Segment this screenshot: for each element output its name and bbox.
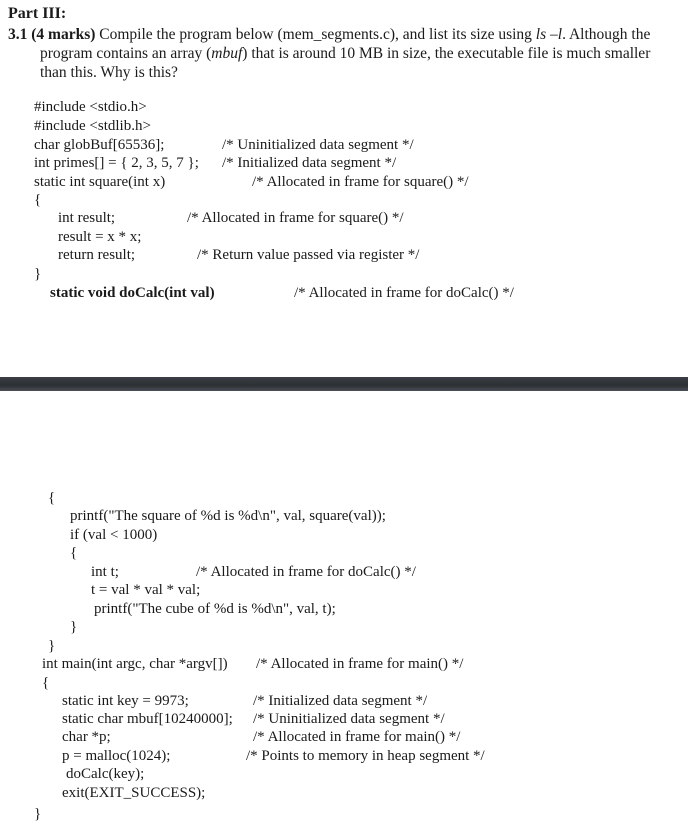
code-line-int-result: int result; xyxy=(58,210,116,226)
question-number: 3.1 xyxy=(8,26,28,43)
code-line-close-brace: } xyxy=(34,266,42,282)
question-text-part2: . Although the program contains an array ( xyxy=(40,26,651,62)
question-text-part1: Compile the program below (mem_segments.c), and list its size using xyxy=(95,26,536,43)
code-line-result-assign: result = x * x; xyxy=(58,229,142,245)
code-line-printf-square: printf("The square of %d is %d\n", val, square(val)); xyxy=(70,508,386,524)
code-line-main-signature: int main(int argc, char *argv[]) xyxy=(42,656,228,672)
question-text xyxy=(8,25,658,82)
code-comment-return: /* Return value passed via register */ xyxy=(197,247,420,263)
code-line-return-result: return result; xyxy=(58,247,136,263)
code-line-inner-open-brace: { xyxy=(70,545,78,561)
part-heading: Part III: xyxy=(8,5,67,22)
ls-command: ls –l xyxy=(535,26,563,43)
code-line-p-malloc: p = malloc(1024); xyxy=(62,748,171,764)
code-line-globbuf: char globBuf[65536]; xyxy=(34,137,165,153)
code-line-exit-call: exit(EXIT_SUCCESS); xyxy=(62,785,206,801)
code-comment-globbuf: /* Uninitialized data segment */ xyxy=(222,137,414,153)
code-line-if-val: if (val < 1000) xyxy=(70,527,158,543)
code-comment-static-mbuf: /* Uninitialized data segment */ xyxy=(253,711,445,727)
code-line-open-brace: { xyxy=(34,192,42,208)
code-comment-docalc-signature: /* Allocated in frame for doCalc() */ xyxy=(294,285,514,301)
code-line-main-open-brace: { xyxy=(42,675,50,691)
code-line-docalc-close-brace: } xyxy=(48,638,56,654)
code-comment-char-p: /* Allocated in frame for main() */ xyxy=(253,729,461,745)
code-line-t-assign: t = val * val * val; xyxy=(91,582,201,598)
code-comment-main-signature: /* Allocated in frame for main() */ xyxy=(256,656,464,672)
code-line-int-t: int t; xyxy=(91,564,119,580)
code-comment-int-result: /* Allocated in frame for square() */ xyxy=(187,210,404,226)
code-line-static-mbuf: static char mbuf[10240000]; xyxy=(62,711,233,727)
code-line-printf-cube: printf("The cube of %d is %d\n", val, t); xyxy=(94,601,336,617)
code-comment-primes: /* Initialized data segment */ xyxy=(222,155,397,171)
question-marks: (4 marks) xyxy=(31,26,96,43)
code-line-include-stdio: #include <stdio.h> xyxy=(34,99,147,115)
code-line-docalc-open-brace: { xyxy=(48,490,56,506)
mbuf-name: mbuf xyxy=(211,45,243,62)
code-comment-p-malloc: /* Points to memory in heap segment */ xyxy=(246,748,485,764)
code-line-include-stdlib: #include <stdlib.h> xyxy=(34,118,151,134)
code-line-square-signature: static int square(int x) xyxy=(34,174,166,190)
code-comment-static-key: /* Initialized data segment */ xyxy=(253,693,428,709)
code-line-inner-close-brace: } xyxy=(70,619,78,635)
code-line-docalc-signature: static void doCalc(int val) xyxy=(50,285,215,301)
code-line-docalc-call: doCalc(key); xyxy=(66,766,145,782)
code-line-char-p: char *p; xyxy=(62,729,111,745)
page-divider xyxy=(0,377,688,391)
code-line-primes: int primes[] = { 2, 3, 5, 7 }; xyxy=(34,155,199,171)
question-text-part3: ) that is around 10 MB in size, the executable file is much smaller than this. Why is this? xyxy=(40,45,651,81)
code-line-main-close-brace: } xyxy=(34,806,42,822)
code-line-static-key: static int key = 9973; xyxy=(62,693,189,709)
code-comment-int-t: /* Allocated in frame for doCalc() */ xyxy=(196,564,416,580)
code-comment-square-signature: /* Allocated in frame for square() */ xyxy=(252,174,469,190)
